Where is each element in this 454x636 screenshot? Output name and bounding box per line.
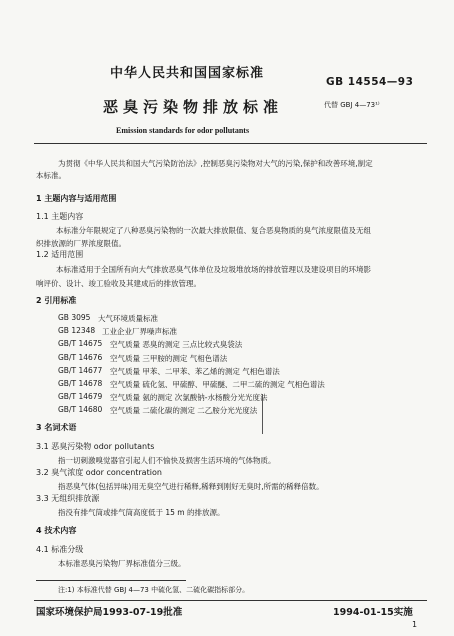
intro-line: 为贯彻《中华人民共和国大气污染防治法》,控制恶臭污染物对大气的污染,保护和改善环境,制定 xyxy=(58,159,373,168)
reference-code: GB/T 14678 xyxy=(58,379,103,388)
subsection-heading: 4.1 标准分级 xyxy=(36,545,84,554)
standard-code: GB 14554—93 xyxy=(326,76,414,88)
paragraph-line: 本标准适用于全国所有向大气排放恶臭气体单位及垃圾堆放场的排放管理以及建设项目的环境影 xyxy=(56,265,371,274)
page-number: 1 xyxy=(412,620,418,629)
intro-line: 本标准。 xyxy=(36,171,66,180)
term-heading: 3.3 无组织排放源 xyxy=(36,494,100,503)
header-divider xyxy=(34,143,427,144)
reference-title: 空气质量 恶臭的测定 三点比较式臭袋法 xyxy=(110,340,243,349)
term-definition: 指恶臭气体(包括异味)用无臭空气进行稀释,稀释到刚好无臭时,所需的稀释倍数。 xyxy=(58,482,324,491)
footnote: 注:1) 本标准代替 GBJ 4—73 中硫化氢、二硫化碳指标部分。 xyxy=(58,586,250,594)
reference-title: 空气质量 硫化氢、甲硫醇、甲硫醚、二甲二硫的测定 气相色谱法 xyxy=(110,380,325,389)
reference-title: 空气质量 三甲胺的测定 气相色谱法 xyxy=(110,354,228,363)
reference-code: GB 12348 xyxy=(58,326,96,335)
footer-divider xyxy=(34,600,427,601)
paragraph-line: 本标准恶臭污染物厂界标准值分三级。 xyxy=(58,559,186,568)
replaces-note: 代替 GBJ 4—73¹⁾ xyxy=(324,101,380,109)
subsection-heading: 1.1 主题内容 xyxy=(36,212,84,221)
reference-title: 大气环境质量标准 xyxy=(98,314,158,323)
reference-title: 空气质量 甲苯、二甲苯、苯乙烯的测定 气相色谱法 xyxy=(110,367,280,376)
term-definition: 指没有排气筒或排气筒高度低于 15 m 的排放源。 xyxy=(58,508,225,517)
document-title: 恶臭污染物排放标准 xyxy=(103,98,284,116)
reference-title: 工业企业厂界噪声标准 xyxy=(102,327,177,336)
reference-code: GB/T 14675 xyxy=(58,339,103,348)
section-heading: 2 引用标准 xyxy=(36,296,77,305)
reference-code: GB/T 14676 xyxy=(58,353,103,362)
reference-title: 空气质量 二硫化碳的测定 二乙胺分光光度法 xyxy=(110,406,258,415)
section-heading: 3 名词术语 xyxy=(36,423,77,432)
section-heading: 4 技术内容 xyxy=(36,526,77,535)
paragraph-line: 织排放源的厂界浓度限值。 xyxy=(36,239,126,248)
reference-code: GB/T 14677 xyxy=(58,366,103,375)
national-standard-heading: 中华人民共和国国家标准 xyxy=(110,66,265,81)
subsection-heading: 1.2 适用范围 xyxy=(36,250,84,259)
reference-code: GB/T 14679 xyxy=(58,392,103,401)
term-heading: 3.2 臭气浓度 odor concentration xyxy=(36,468,162,477)
reference-code: GB/T 14680 xyxy=(58,405,103,414)
reference-code: GB 3095 xyxy=(58,313,91,322)
english-title: Emission standards for odor pollutants xyxy=(116,126,250,135)
scan-mark-line xyxy=(262,394,263,434)
implementation-date: 1994-01-15实施 xyxy=(333,607,413,618)
reference-title: 空气质量 氨的测定 次氯酸钠-水杨酸分光光度法 xyxy=(110,393,268,402)
term-definition: 指一切刺激嗅觉器官引起人们不愉快及损害生活环境的气体物质。 xyxy=(58,456,276,465)
approval-date: 国家环境保护局1993-07-19批准 xyxy=(36,607,183,618)
paragraph-line: 响评价、设计、竣工验收及其建成后的排放管理。 xyxy=(36,279,201,288)
paragraph-line: 本标准分年限规定了八种恶臭污染物的一次最大排放限值、复合恶臭物质的臭气浓度限值及无组 xyxy=(56,226,371,235)
footnote-divider xyxy=(36,580,186,581)
section-heading: 1 主题内容与适用范围 xyxy=(36,194,117,203)
term-heading: 3.1 恶臭污染物 odor pollutants xyxy=(36,442,155,451)
